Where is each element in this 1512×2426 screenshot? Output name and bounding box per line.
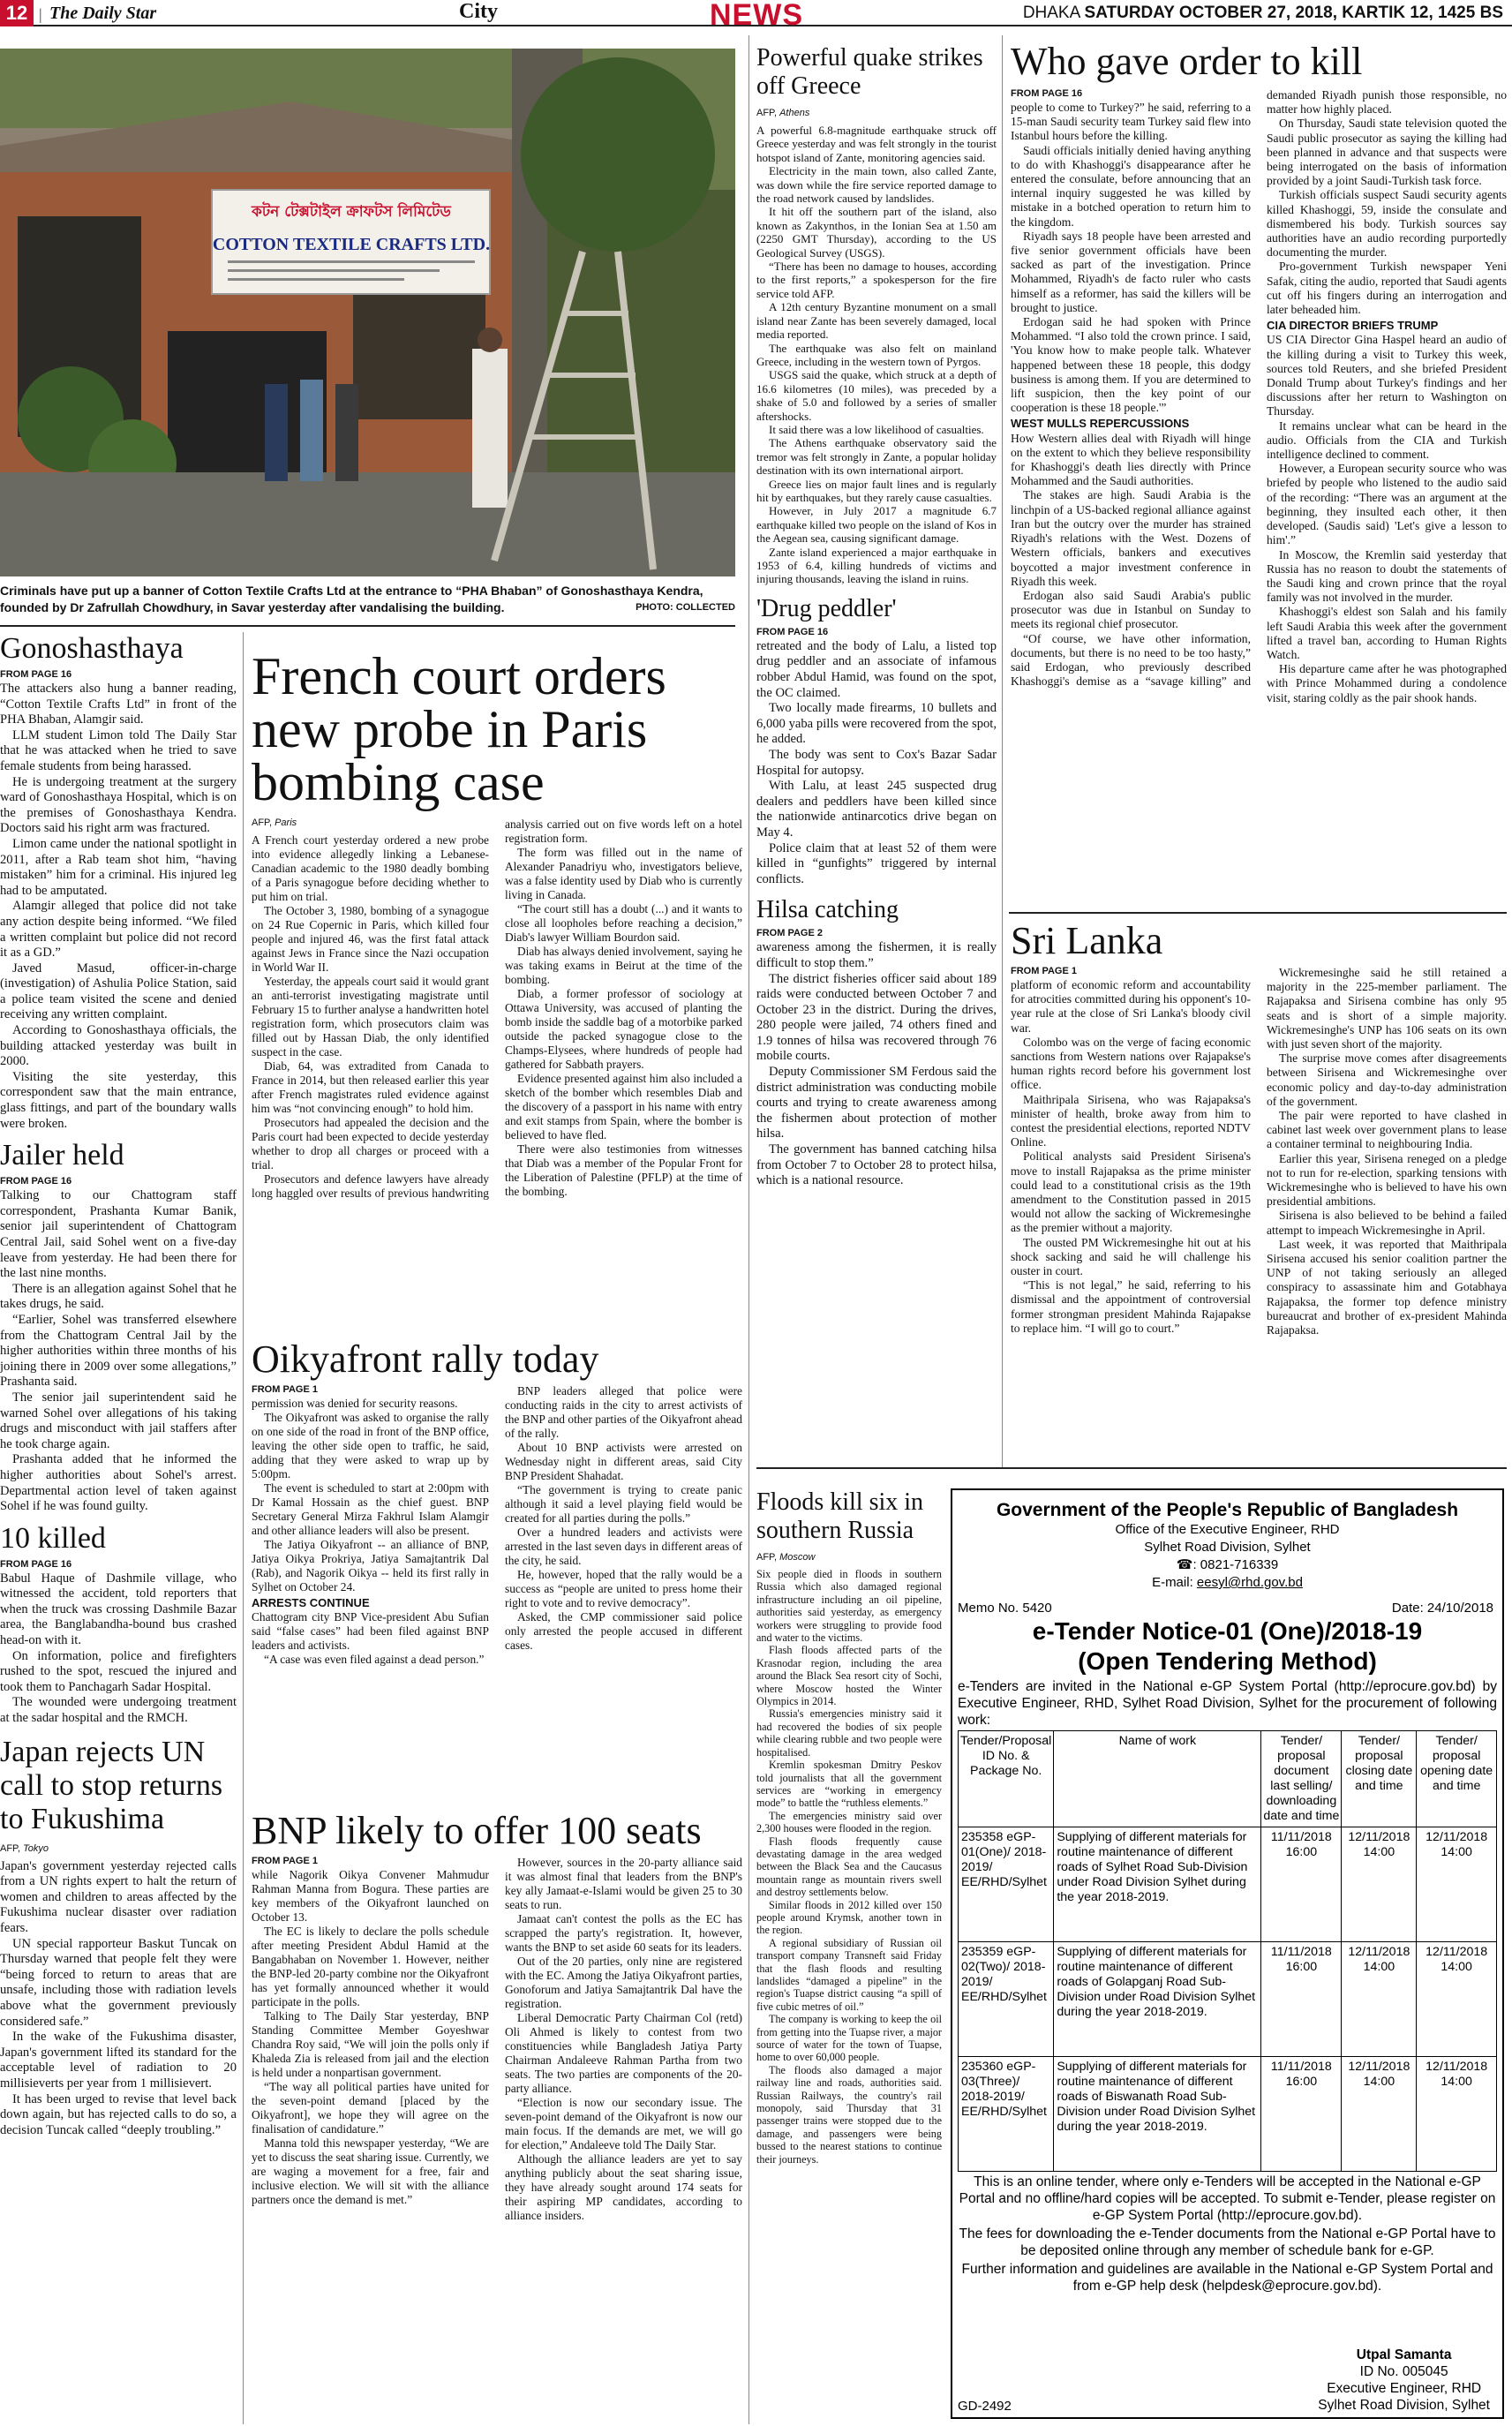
quake-body <box>756 124 997 586</box>
paragraph: Earlier this year, Sirisena reneged on a pledge not to run for re-election, sparking tensions with Wickremesinghe who is believed to have his own presidential ambitions. <box>1267 1151 1507 1209</box>
paragraph: Japan's government yesterday rejected calls from a UN rights expert to halt the return of women and children to areas affected by the Fukushima nuclear disaster over radiation fears. <box>0 1858 237 1935</box>
oikya-subhead: ARRESTS CONTINUE <box>252 1596 370 1609</box>
tender-work: Supplying of different materials for routine maintenance of different roads of Biswanath Road Sub-Division under Road Division Sylhet during the year 2018-2019. <box>1054 2057 1261 2172</box>
table-header: Tender/Proposal ID No. & Package No. <box>959 1731 1054 1827</box>
french-article <box>252 647 742 1201</box>
lead-photo <box>0 49 735 576</box>
ad-office: Office of the Executive Engineer, RHD <box>1115 1522 1340 1537</box>
paragraph: Yesterday, the appeals court said it would grant an anti-terrorist investigating magistrate until February 15 to further analyse a handwritten hotel registration form, which prosecutors claim was filled out by Hassan Diab, the only identified suspect in the case. <box>252 975 489 1059</box>
ad-code: GD-2492 <box>958 2399 1012 2414</box>
signer-title: Executive Engineer, RHD <box>1327 2381 1482 2396</box>
paragraph: With Lalu, at least 245 suspected drug dealers and peddlers have been killed since the nationwide antinarcotics drive began on May 4. <box>756 779 997 840</box>
paragraph: Six people died in floods in southern Russia which also damaged regional infrastructure including an oil pipeline, authorities said yesterday, as emergency workers were struggling to provide food and water to the victims. <box>756 1568 942 1645</box>
table-header-row <box>959 1731 1497 1827</box>
paragraph: “Of course, we have other information, documents, but there is no need to be too hasty,” said Erdogan, who previously described Khashoggi's demise as a “savage killing” and demanded Riyadh punish those responsible, no matter how highly placed. <box>1011 88 1507 689</box>
french-headline: French court orders new probe in Paris bombing case <box>252 647 666 811</box>
signer-name: Utpal Samanta <box>1356 2347 1452 2362</box>
masthead <box>0 0 1512 32</box>
paragraph: Kremlin spokesman Dmitry Peskov told journalists that all the government services are “working in emergency mode” to battle the “ruthless elements.” <box>756 1759 942 1810</box>
banner-text-bn: কটন টেক্সটাইল ক্রাফটস লিমিটেড <box>252 203 451 221</box>
paragraph: Visiting the site yesterday, this correspondent saw that the main entrance, glass fittings, and part of the boundary walls were broken. <box>0 1069 237 1131</box>
caption-text: Criminals have put up a banner of Cotton Textile Crafts Ltd at the entrance to “PHA Bhaban” of Gonoshasthaya Kendra, founded by Dr Zafrullah Chowdhury, in Savar yesterday after vandalising the building. <box>0 584 703 614</box>
paragraph: Last week, it was reported that Maithripala Sirisena accused his senior coalition partner the UNP of not taking seriously an alleged conspiracy to assassinate him and Gotabhaya Rajapaksa, the former top defence ministry bureaucrat and brother of ex-president Mahinda Rajapaksa. <box>1267 1237 1507 1337</box>
paragraph: Colombo was on the verge of facing economic sanctions from Western nations over Rajapakse's human rights record before his government lost office. <box>1011 1035 1251 1092</box>
paragraph: “Earlier, Sohel was transferred elsewhere from the Chattogram Central Jail by the higher authorities within three months of his joining there in 2009 over some allegations,” Prashanta said. <box>0 1312 237 1390</box>
paragraph: “The court still has a doubt (...) and it wants to close all loopholes before reaching a decision,” Diab's lawyer William Bourdon said. <box>505 902 742 944</box>
paragraph: A regional subsidiary of Russian oil transport company Transneft said Friday that the flash floods and resulting landslides “damaged a pipeline” in the region's Tuapse district causing “a spill of five cubic metres of oil.” <box>756 1936 942 2013</box>
paragraph: retreated and the body of Lalu, a listed top drug peddler and an associate of infamous robber Abdul Hamid, was found on the spot, the OC claimed. <box>756 638 997 700</box>
paragraph: The surprise move comes after disagreements between Sirisena and Wickremesinghe over economic policy and day-to-day administration of the government. <box>1267 1051 1507 1108</box>
paragraph: Riyadh says 18 people have been arrested and five senior government officials have been sacked as part of the investigation. Prince Mohammed, Riyadh's de facto ruler who casts himself as a reformer, has said the killers will be brought to justice. <box>1011 229 1251 314</box>
paragraph: Electricity in the main town, also called Zante, was down while the fire service reported damage to the road network caused by landslides. <box>756 164 997 206</box>
ad-email-link[interactable]: eesyl@rhd.gov.bd <box>1196 1575 1303 1590</box>
paragraph: Jamaat can't contest the polls as the EC has scrapped the party's registration. It, however, wants the BNP to set aside 60 seats for its leaders. <box>505 1912 742 1954</box>
paragraph: Erdogan also said Saudi Arabia's public prosecutor was due in Istanbul on Sunday to meets its regional chief prosecutor. <box>1011 588 1251 631</box>
table-header: Tender/ proposal opening date and time <box>1417 1731 1497 1827</box>
paragraph: “A case was even filed against a dead person.” <box>264 1653 485 1666</box>
kill-headline: Who gave order to kill <box>1011 40 1363 83</box>
paragraph: Maithripala Sirisena, who was Rajapaksa's minister of health, broke away from him to contest the presidential elections, reported NDTV Online. <box>1011 1092 1251 1149</box>
drug-headline: 'Drug peddler' <box>756 594 897 622</box>
column-rule <box>1002 35 1003 1467</box>
srilanka-headline: Sri Lanka <box>1011 919 1163 962</box>
paragraph: There were also testimonies from witnesses that Diab was a member of the Popular Front for the Liberation of Palestine (PFLP) at the time of the bombing. <box>505 1142 742 1198</box>
paragraph: Wickremesinghe said he still retained a majority in the 225-member parliament. The Rajapaksa and Sirisena combine has only 95 seats and is short of a simple majority. Wickremesinghe's UNP has 106 seats on its own with just seven short of the majority. <box>1267 966 1507 1051</box>
bnp-from: FROM PAGE 1 <box>252 1856 318 1866</box>
jailer-body <box>0 1188 237 1514</box>
tender-id: 235360 eGP- 03(Three)/ 2018-2019/ EE/RHD/Sylhet <box>959 2057 1054 2172</box>
ad-note-online: This is an online tender, where only e-Tenders will be accepted in the National e-GP Portal and no offline/hard copies will be accepted. To submit e-Tender, please register on e-GP System Portal (http://eprocure.gov.bd). <box>959 2174 1496 2223</box>
paragraph: BNP leaders alleged that police were conducting raids in the city to arrest activists of the BNP and other parties of the Oikyafront ahead of the rally. <box>505 1384 742 1440</box>
floods-byline <box>756 1552 942 1563</box>
paragraph: Political analysts said President Sirisena's move to install Rajapaksa as the prime minister could lead to a constitutional crisis as the 19th amendment to the Constitution passed in 2015 would not allow the sacking of Wickremesinghe as the premier without a majority. <box>1011 1149 1251 1235</box>
paragraph: The district fisheries officer said about 189 raids were conducted between October 7 and October 23 in the district. During the drives, 280 people were jailed, 74 others fined and 1.9 tonnes of hilsa was recovered through 76 mobile courts. <box>756 971 997 1064</box>
tender-sell-date: 11/11/2018 16:00 <box>1261 2057 1342 2172</box>
paragraph: Saudi officials initially denied having anything to do with Khashoggi's disappearance after he entered the consulate, before announcing that an internal inquiry suggested he was killed by mistake in a botched operation to return him to the kingdom. <box>1011 143 1251 229</box>
paragraph: A 12th century Byzantine monument on a small island near Zante has been severely damaged, local media reported. <box>756 300 997 342</box>
tender-id: 235359 eGP-02(Two)/ 2018-2019/ EE/RHD/Sylhet <box>959 1942 1054 2057</box>
paragraph: Javed Masud, officer-in-charge (investigation) of Ashulia Police Station, said a police team visited the scene and denied receiving any written complaint. <box>0 961 237 1022</box>
tender-open-date: 12/11/2018 14:00 <box>1417 1827 1497 1942</box>
paragraph: Babul Haque of Dashmile village, who witnessed the accident, told reporters that when the truck was crossing Dashmile Bazar area, the Banglabandha-bound bus crashed head-on with it. <box>0 1571 237 1648</box>
paragraph: It has been urged to revise that level back down again, but has rejected calls to do so, a decision Tuncak called “deeply troubling.” <box>0 2091 237 2137</box>
paragraph: while Nagorik Oikya Convener Mahmudur Rahman Manna from Bogura. These parties are key members of the Oikyafront launched on October 13. <box>252 1868 489 1924</box>
paragraph: Over a hundred leaders and activists were arrested in the last seven days in different areas of the city, he said. <box>505 1526 742 1567</box>
paragraph: He, however, hoped that the rally would be a success as “people are united to press home their right to vote and to revive democracy”. <box>505 1568 742 1609</box>
column-rule <box>748 35 749 2424</box>
tender-work: Supplying of different materials for routine maintenance of different roads of Golapganj Road Sub-Division under Road Division Sylhet during the year 2018-2019. <box>1054 1942 1261 2057</box>
paragraph: The EC is likely to declare the polls schedule after meeting President Abdul Hamid at the Bangabhaban on November 1. However, neither the BNP-led 20-party combine nor the Oikyafront has yet formally announced whether it would participate in the polls. <box>252 1925 489 2008</box>
oikya-from: FROM PAGE 1 <box>252 1384 318 1395</box>
dateline <box>1023 4 1503 23</box>
table-header: Tender/ proposal closing date and time <box>1342 1731 1417 1827</box>
paragraph: Asked, the CMP commissioner said police only arrested the people accused in different cases. <box>505 1610 742 1652</box>
paragraph: Deputy Commissioner SM Ferdous said the district administration was conducting mobile courts and trying to create awareness among the fishermen about protection of mother hilsa. <box>756 1065 997 1141</box>
page-number: 12 <box>0 0 34 26</box>
column-middle <box>756 44 997 1189</box>
paragraph: However, a European security source who was briefed by people who listened to the audio said of the recording: “There was an argument at the beginning, they insulted each other, it then developed. (Saudis said) 'Let's give a lesson to him'.” <box>1267 462 1507 547</box>
french-columns <box>252 817 742 1201</box>
kill-subhead-2: CIA DIRECTOR BRIEFS TRUMP <box>1267 319 1439 333</box>
rule <box>0 625 735 627</box>
tender-close-date: 12/11/2018 14:00 <box>1342 1942 1417 2057</box>
paragraph: The Jatiya Oikyafront -- an alliance of BNP, Jatiya Oikya Prokriya, Jatiya Samajtantrik Dal (Rab), and Nagorik Oikya -- held its first rally in Sylhet on October 24. <box>252 1538 489 1593</box>
byline-location: Athens <box>779 108 810 118</box>
bnp-article <box>252 1810 742 2223</box>
paragraph: Flash floods affected parts of the Krasnodar region, including the area around the Black Sea resort city of Sochi, where Moscow hosted the Winter Olympics in 2014. <box>756 1644 942 1708</box>
paragraph: It hit off the southern part of the island, also known as Zakynthos, in the Ionian Sea at 1.50 am (2250 GMT Thursday), according to the US Geological Survey (USGS). <box>756 205 997 260</box>
paragraph: The event is scheduled to start at 2:00pm with Dr Kamal Hossain as the chief guest. BNP Secretary General Mirza Fakhrul Islam Alamgir and other alliance leaders will also be present. <box>252 1481 489 1537</box>
paragraph: Out of the 20 parties, only nine are registered with the EC. Among the Jatiya Oikyafront parties, Gonoforum and Jatiya Samajtantrik Dal have the registration. <box>505 1955 742 2010</box>
drug-body <box>756 639 997 888</box>
paragraph: Pro-government Turkish newspaper Yeni Safak, citing the audio, reported that Saudi agents cut off his fingers during an interrogation and later beheaded him. <box>1267 260 1507 317</box>
french-body <box>252 817 742 1201</box>
drug-from: FROM PAGE 16 <box>756 626 829 637</box>
oikya-body <box>252 1384 742 1667</box>
byline-location: Moscow <box>779 1552 816 1563</box>
tenkilled-body <box>0 1571 237 1727</box>
japan-byline <box>0 1843 237 1854</box>
paragraph: The floods also damaged a major railway line and roads, authorities said. Russian Railways, the country's rail monopoly, said Thursday that 31 passenger trains were stopped due to the damage, and passengers were being bussed to the nearest stations to continue their journeys. <box>756 2063 942 2166</box>
tender-advertisement <box>951 1488 1504 2419</box>
paragraph: The ousted PM Wickremesinghe hit out at his shock sacking and said he will challenge his ouster in court. <box>1011 1235 1251 1278</box>
paragraph: people to come to Turkey?” he said, referring to a 15-man Saudi security team Turkey said flew into Istanbul hours before the killing. <box>1011 101 1251 143</box>
paragraph: US CIA Director Gina Haspel heard an audio of the killing during a visit to Turkey this week, sources told Reuters, and she briefed President Donald Trump about Turkey's findings and her discussions after her return to Washington on Thursday. <box>1267 333 1507 418</box>
floods-article <box>756 1488 942 2166</box>
jailer-from: FROM PAGE 16 <box>0 1176 72 1187</box>
bnp-columns <box>252 1856 742 2223</box>
jailer-headline: Jailer held <box>0 1139 124 1172</box>
paragraph: On Thursday, Saudi state television quoted the Saudi public prosecutor as saying the killing had been planned in advance and that suspects were being interrogated on the basis of information provided by a joint Saudi-Turkish task force. <box>1267 117 1507 188</box>
kill-from: FROM PAGE 16 <box>1011 88 1083 99</box>
paragraph: The body was sent to Cox's Bazar Sadar Hospital for autopsy. <box>756 747 997 778</box>
hilsa-headline: Hilsa catching <box>756 896 899 924</box>
bnp-headline: BNP likely to offer 100 seats <box>252 1809 702 1852</box>
paragraph: Prosecutors and defence lawyers have already long haggled over results of previous handwriting analysis carried out on five words left on a hotel registration form. <box>252 817 742 1200</box>
paragraph: In Moscow, the Kremlin said yesterday that Russia has no reason to doubt the statements of the Saudi king and crown prince that the royal family was not involved in the murder. <box>1267 547 1507 605</box>
floods-body <box>756 1568 942 2166</box>
ad-memo-row <box>958 1601 1497 1616</box>
table-row <box>959 1827 1497 1942</box>
byline-location: Tokyo <box>23 1842 49 1854</box>
hilsa-from: FROM PAGE 2 <box>756 928 823 939</box>
paragraph: The pair were reported to have clashed in cabinet last week over government plans to lease a container terminal to neighbouring India. <box>1267 1109 1507 1151</box>
kill-columns <box>1011 88 1507 705</box>
ad-date: Date: 24/10/2018 <box>1391 1601 1493 1616</box>
paragraph: The stakes are high. Saudi Arabia is the linchpin of a US-backed regional alliance against Iran but the outcry over the murder has strained Riyadh's relations with the West. Dozens of Western officials, bankers and executives boycotted a major investment conference in Riyadh this week. <box>1011 488 1251 588</box>
paragraph: The attackers also hung a banner reading, “Cotton Textile Crafts Ltd” in front of the PHA Bhaban, Alamgir said. <box>0 682 237 727</box>
paragraph: Sirisena is also believed to be behind a failed attempt to impeach Wickremesinghe in April. <box>1267 1209 1507 1237</box>
ad-title: e-Tender Notice-01 (One)/2018-19 <box>1032 1617 1423 1645</box>
paragraph: Diab has always denied involvement, saying he was taking exams in Beirut at the time of the bombing. <box>505 945 742 986</box>
paragraph: UN special rapporteur Baskut Tuncak on Thursday warned that people felt they were “being forced to return to areas that are unsafe, including those with radiation levels above what the government previously considered safe.” <box>0 1936 237 2029</box>
paragraph: “Election is now our secondary issue. The seven-point demand of the Oikyafront is now our main focus. If the demands are met, we will go for election,” Andaleeve told The Daily Star. <box>505 2096 742 2151</box>
paragraph: The Oikyafront was asked to organise the rally on one side of the road in front of the BNP office, leaving the other side open to traffic, he said, adding that they were asked to wrap up by 5:00pm. <box>252 1411 489 1480</box>
paragraph: Turkish officials suspect Saudi security agents killed Khashoggi, 59, inside the consulate and dismembered his body. Turkish sources say authorities have an audio recording purportedly documenting the murder. <box>1267 188 1507 260</box>
oikya-columns <box>252 1384 742 1667</box>
ad-phone: ☎: 0821-716339 <box>1176 1557 1279 1572</box>
bnp-body <box>252 1856 742 2223</box>
signer-office: Sylhet Road Division, Sylhet <box>1318 2398 1490 2413</box>
paragraph: “The way all political parties have united for the seven-point demand [placed by the Oikyafront], we hope they will agree on the finalisation of candidature.” <box>252 2080 489 2136</box>
ad-government: Government of the People's Republic of Bangladesh <box>996 1500 1459 1520</box>
paragraph: A powerful 6.8-magnitude earthquake struck off Greece yesterday and was felt strongly in the tourist hotspot island of Zante, monitoring agencies said. <box>756 124 997 164</box>
byline-location: Paris <box>275 817 297 828</box>
paragraph: On information, police and firefighters rushed to the spot, rescued the injured and took them to Panchagarh Sadar Hospital. <box>0 1648 237 1694</box>
ad-note-helpdesk: Further information and guidelines are available in the National e-GP System Portal and from e-GP help desk (helpdesk@eprocure.gov.bd). <box>961 2262 1493 2294</box>
paragraph: The October 3, 1980, bombing of a synagogue on 24 Rue Copernic in Paris, which killed four people and injured 46, was the first fatal attack against Jews in France since the Nazi occupation in World War II. <box>252 904 489 974</box>
gonoshasthaya-headline: Gonoshasthaya <box>0 632 184 665</box>
paragraph: Alamgir alleged that police did not take any action despite being informed. “We filed a written complaint but police did not record it as a GD.” <box>0 899 237 961</box>
paragraph: “There has been no damage to houses, according to the first reports,” a spokesperson for the fire service told AFP. <box>756 260 997 300</box>
table-header: Tender/ proposal document last selling/ downloading date and time <box>1261 1731 1342 1827</box>
paragraph: Chattogram city BNP Vice-president Abu Sufian said “false cases” had been filed against BNP leaders and activists. <box>252 1610 489 1652</box>
paragraph: The earthquake was also felt on mainland Greece, including in the western town of Pyrgos. <box>756 341 997 368</box>
srilanka-from: FROM PAGE 1 <box>1011 966 1077 976</box>
paper-name: The Daily Star <box>49 4 157 23</box>
ad-intro: e-Tenders are invited in the National e-GP System Portal (http://eprocure.gov.bd) by Executive Engineer, RHD, Sylhet Road Division, Sylhet for the procurement of following work: <box>958 1679 1497 1728</box>
paragraph: Two locally made firearms, 10 bullets and 6,000 yaba pills were recovered from the spot, he added. <box>756 701 997 747</box>
ad-email-line <box>958 1574 1497 1592</box>
ad-subtitle: (Open Tendering Method) <box>1078 1647 1377 1675</box>
french-byline <box>252 817 489 828</box>
tender-close-date: 12/11/2018 14:00 <box>1342 2057 1417 2172</box>
paragraph: How Western allies deal with Riyadh will hinge on the extent to which they believe responsibility for Khashoggi's death lies directly with Prince Mohammed and the Saudi authorities. <box>1011 431 1251 488</box>
japan-body <box>0 1859 237 2139</box>
oikya-headline: Oikyafront rally today <box>252 1337 599 1381</box>
paragraph: Khashoggi's eldest son Salah and his family left Saudi Arabia this week after the government lifted a travel ban, according to Human Rights Watch. <box>1267 605 1507 661</box>
rule <box>1009 912 1507 914</box>
news-label: NEWS <box>710 0 803 32</box>
tender-sell-date: 11/11/2018 16:00 <box>1261 1827 1342 1942</box>
paragraph: Prosecutors had appealed the decision and the Paris court had been expected to decide yesterday whether to drop all charges or proceed with a trial. <box>252 1116 489 1172</box>
tenkilled-from: FROM PAGE 16 <box>0 1558 72 1570</box>
paragraph: The Athens earthquake observatory said the tremor was felt strongly in Zante, a popular holiday destination with its own international airport. <box>756 436 997 478</box>
paragraph: LLM student Limon told The Daily Star that he was attacked when he tried to save female students from being harassed. <box>0 727 237 773</box>
table-row <box>959 1942 1497 2057</box>
paragraph: Zante island experienced a major earthquake in 1953 of 6.4, killing hundreds of victims and injuring thousands, leaving the island in ruins. <box>756 545 997 586</box>
paragraph: The company is working to keep the oil from getting into the Tuapse river, a major source of water for the town of Tuapse, home to over 60,000 people. <box>756 2013 942 2064</box>
paragraph: About 10 BNP activists were arrested on Wednesday night in different areas, said City BNP President Shahadat. <box>505 1441 742 1482</box>
paragraph: Talking to our Chattogram staff correspondent, Prashanta Kumar Banik, senior jail superintendent of Chattogram Central Jail, said Sohel went on a five-day leave from yesterday. He had been there for the last nine months. <box>0 1188 237 1281</box>
tender-open-date: 12/11/2018 14:00 <box>1417 1942 1497 2057</box>
signer-id: ID No. 005045 <box>1359 2364 1448 2379</box>
paragraph: According to Gonoshasthaya officials, the building attacked yesterday was built in 2000. <box>0 1023 237 1069</box>
paragraph: Evidence presented against him also included a sketch of the bomber which resembles Diab and the discovery of a passport in his name with entry and exit stamps from Spain, where the bomber is believed to have fled. <box>505 1072 742 1141</box>
photo-caption <box>0 583 735 616</box>
paragraph: “The government is trying to create panic although it said a level playing field would be created for all parties during the polls.” <box>505 1483 742 1525</box>
section-name: City <box>459 0 498 23</box>
paragraph: The emergencies ministry said over 2,300 houses were flooded in the region. <box>756 1809 942 1835</box>
paragraph: The government has banned catching hilsa from October 7 to October 28 to protect hilsa, which is a national resource. <box>756 1142 997 1188</box>
paragraph: However, sources in the 20-party alliance said it was almost final that leaders from the BNP's key ally Jamaat-e-Islami would be given 25 to 30 seats to run. <box>505 1856 742 1911</box>
paragraph: Talking to The Daily Star yesterday, BNP Standing Committee Member Goyeshwar Chandra Roy said, “We will join the polls only if Khaleda Zia is released from jail and the election is held under a nonpartisan government. <box>252 2009 489 2079</box>
kill-subhead-1: WEST MULLS REPERCUSSIONS <box>1011 417 1190 431</box>
srilanka-article <box>1011 920 1507 1337</box>
paragraph: Erdogan said he had spoken with Prince Mohammed. “I also told the crown prince. I said, 'You know how to make people talk. Whatever happened between these 18 people, this dodgy business is among them. If you are determined to lift suspicion, then the key point of our cooperation is these 18 people.'” <box>1011 315 1251 415</box>
paragraph: Russia's emergencies ministry said it had recovered the bodies of six people while clearing rubble and two people were hospitalised. <box>756 1707 942 1759</box>
tender-work: Supplying of different materials for routine maintenance of different roads of Sylhet Road Sub-Division under Road Division Sylhet during the year 2018-2019. <box>1054 1827 1261 1942</box>
ad-division: Sylhet Road Division, Sylhet <box>1144 1540 1311 1555</box>
ad-email-label: E-mail: <box>1152 1575 1197 1590</box>
paragraph: A French court yesterday ordered a new probe into evidence allegedly linking a Lebanese-Canadian academic to the 1980 deadly bombing of a Paris synagogue before deciding whether to put him on trial. <box>252 833 489 903</box>
table-header: Name of work <box>1054 1731 1261 1827</box>
paragraph: platform of economic reform and accountability for atrocities committed during his opponent's 10-year rule at the close of Sri Lanka's bloody civil war. <box>1011 978 1252 1035</box>
kill-article <box>1011 41 1507 705</box>
column-left <box>0 632 237 2138</box>
dateline-city: DHAKA <box>1022 4 1080 22</box>
table-row <box>959 2057 1497 2172</box>
tender-open-date: 12/11/2018 14:00 <box>1417 2057 1497 2172</box>
tender-close-date: 12/11/2018 14:00 <box>1342 1827 1417 1942</box>
ad-note-fees: The fees for downloading the e-Tender documents from the National e-GP Portal have to be deposited online through any member of schedule bank for e-GP. <box>959 2226 1496 2258</box>
srilanka-columns <box>1011 966 1507 1337</box>
banner-text-en: COTTON TEXTILE CRAFTS LTD. <box>212 235 491 254</box>
oikya-article <box>252 1338 742 1667</box>
quake-headline: Powerful quake strikes off Greece <box>756 44 983 100</box>
floods-headline: Floods kill six in southern Russia <box>756 1488 924 1544</box>
tender-sell-date: 11/11/2018 16:00 <box>1261 1942 1342 2057</box>
paragraph: In the wake of the Fukushima disaster, Japan's government lifted its standard for the acceptable level of radiation to 20 millisieverts per year from 1 millisievert. <box>0 2030 237 2091</box>
paragraph: “This is not legal,” he said, referring to his dismissal and the appointment of controversial former strongman president Mahinda Rajapakse to replace him. “I will go to court.” <box>1011 1278 1251 1335</box>
paragraph: Diab, a former professor of sociology at Ottawa University, was accused of planting the bomb inside the saddle bag of a motorbike parked outside the packed synagogue close to the Champs-Elysees, where hundreds of people had gathered for Sabbath prayers. <box>505 987 742 1071</box>
paragraph: The senior jail superintendent said he warned Sohel over allegations of his taking drugs and misconduct with jail staffers after he took charge again. <box>0 1390 237 1451</box>
ad-signature-block <box>1318 2347 1490 2414</box>
photo-illustration <box>0 49 735 576</box>
paragraph: Limon came under the national spotlight in 2011, after a Rab team shot him, “having mistaken” him for a criminal. His injured leg had to be amputated. <box>0 836 237 898</box>
paragraph: It said there was a low likelihood of casualties. <box>769 422 984 436</box>
tender-table <box>958 1730 1497 2172</box>
paragraph: The form was filled out in the name of Alexander Panadriyu who, investigators believe, was a false identity used by Diab who is currently living in Canada. <box>505 846 742 901</box>
hilsa-body <box>756 940 997 1189</box>
dateline-date: SATURDAY OCTOBER 27, 2018, KARTIK 12, 1425 BS <box>1084 4 1503 22</box>
rule <box>756 1467 1507 1469</box>
paragraph: Liberal Democratic Party Chairman Col (retd) Oli Ahmed is likely to contest from two constituencies while Bangladesh Jatiya Party Chairman Andaleeve Rahman Partha from two seats. The two parties are components of the 20-party alliance. <box>505 2011 742 2095</box>
quake-byline <box>756 108 997 118</box>
japan-headline: Japan rejects UN call to stop returns to Fukushima <box>0 1735 223 1835</box>
kill-body <box>1011 88 1507 705</box>
paragraph: USGS said the quake, which struck at a depth of 16.6 kilometres (10 miles), was preceded by a shake of 5.0 and followed by a series of smaller aftershocks. <box>756 368 997 423</box>
column-rule <box>243 632 244 2424</box>
byline-agency: AFP, <box>756 108 778 118</box>
paragraph: Similar floods in 2012 killed over 150 people around Krymsk, another town in the region. <box>756 1898 942 1937</box>
photo-credit: PHOTO: COLLECTED <box>636 602 735 613</box>
paragraph: However, in July 2017 a magnitude 6.7 earthquake killed two people on the island of Kos in the Aegean sea, causing significant damage. <box>756 504 997 546</box>
byline-agency: AFP, <box>756 1552 778 1563</box>
paragraph: permission was denied for security reasons. <box>252 1397 458 1410</box>
paragraph: His departure came after he was photographed with Prince Mohammed during a condolence visit, staring coldly as the pair shook hands. <box>1267 662 1507 704</box>
paragraph: Prashanta added that he informed the higher authorities about Sohel's arrest. Departmental action level of taken against Sohel if he was found guilty. <box>0 1452 237 1514</box>
ad-memo: Memo No. 5420 <box>958 1601 1052 1616</box>
paragraph: There is an allegation against Sohel that he takes drugs, he said. <box>0 1281 237 1312</box>
paragraph: Police claim that at least 52 of them were killed in “gunfights” triggered by internal conflicts. <box>756 840 997 886</box>
paragraph: It remains unclear what can be heard in the audio. Officials from the CIA and Turkish intelligence declined to comment. <box>1267 418 1507 462</box>
paragraph: Manna told this newspaper yesterday, “We are yet to discuss the seat sharing issue. Currently, we are waging a movement for a free, fair and inclusive election. We will sit with the alliance partners once the demand is met.” <box>252 2136 489 2206</box>
paragraph: He is undergoing treatment at the surgery ward of Gonoshasthaya Hospital, which is on the premises of Gonoshasthaya Kendra. Doctors said his right arm was fractured. <box>0 774 237 836</box>
masthead-separator: | <box>39 5 42 23</box>
paragraph: awareness among the fishermen, it is really difficult to stop them.” <box>756 940 997 970</box>
paragraph: Greece lies on major fault lines and is regularly hit by earthquakes, but they rarely cause casualties. <box>756 477 997 504</box>
srilanka-body <box>1011 966 1507 1337</box>
paragraph: Diab, 64, was extradited from Canada to France in 2014, but then released earlier this year after French magistrates ruled evidence against him was “not convincing enough” to hold him. <box>252 1059 489 1115</box>
tenkilled-headline: 10 killed <box>0 1521 106 1555</box>
byline-agency: AFP, <box>0 1842 21 1854</box>
paragraph: The wounded were undergoing treatment at the sadar hospital and the RMCH. <box>0 1695 237 1726</box>
byline-agency: AFP, <box>252 817 273 828</box>
gonoshasthaya-from: FROM PAGE 16 <box>0 669 72 680</box>
paragraph: Flash floods frequently cause devastating damage in the area wedged between the Black Sea and the Caucasus mountain range as mountain rivers swell and destroy settlements below. <box>756 1835 942 1899</box>
gonoshasthaya-body <box>0 682 237 1132</box>
paragraph: Although the alliance leaders are yet to say anything publicly about the seat sharing issue, they have already sought around 174 seats for their aspiring MP candidates, according to alliance insiders. <box>505 2152 742 2222</box>
tender-id: 235358 eGP-01(One)/ 2018-2019/ EE/RHD/Sylhet <box>959 1827 1054 1942</box>
